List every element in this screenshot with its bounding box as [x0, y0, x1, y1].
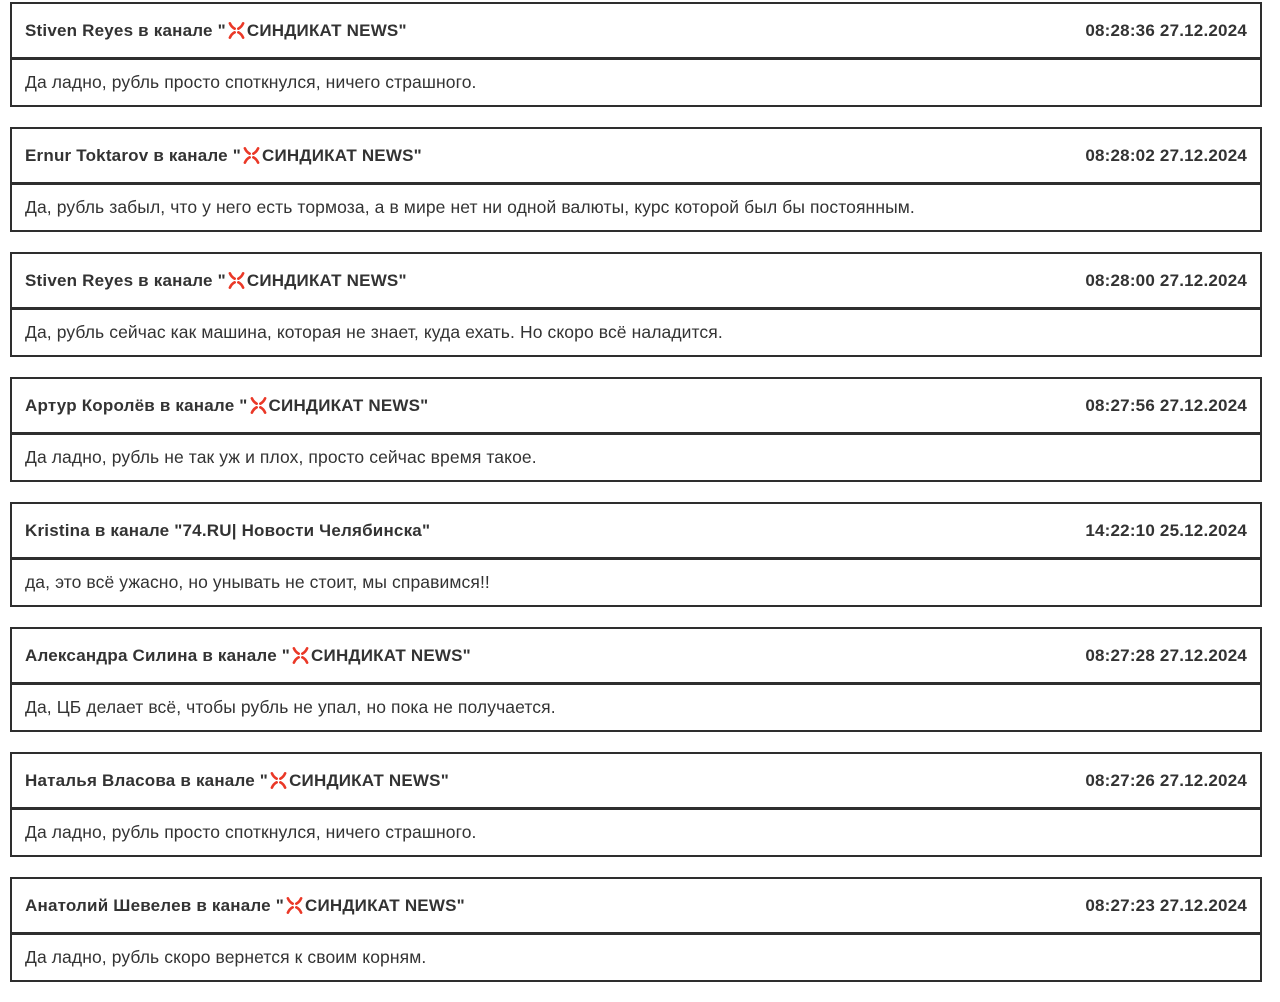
- message-header: [10, 127, 1262, 182]
- author-name: Александра Силина: [25, 645, 198, 665]
- message-source: [25, 146, 422, 166]
- message-card[interactable]: [10, 752, 1262, 857]
- channel-connector: в канале ": [154, 395, 248, 415]
- channel-name: СИНДИКАТ NEWS: [246, 270, 399, 290]
- author-name: Ernur Toktarov: [25, 145, 149, 165]
- closing-quote: ": [421, 520, 431, 540]
- closing-quote: ": [456, 895, 465, 915]
- message-timestamp: 08:27:28 27.12.2024: [1085, 645, 1247, 665]
- message-timestamp: 14:22:10 25.12.2024: [1085, 520, 1247, 540]
- message-feed: [10, 2, 1262, 1002]
- channel-connector: в канале ": [133, 270, 226, 290]
- closing-quote: ": [413, 145, 422, 165]
- channel-connector: в канале ": [175, 770, 269, 790]
- channel-connector: в канале ": [89, 520, 183, 540]
- channel-name: 74.RU| Новости Челябинска: [182, 520, 422, 540]
- message-timestamp: 08:27:56 27.12.2024: [1085, 395, 1247, 415]
- message-source: [25, 396, 428, 416]
- message-card[interactable]: [10, 502, 1262, 607]
- message-source: [25, 646, 471, 666]
- message-source: [25, 271, 407, 291]
- message-timestamp: 08:28:36 27.12.2024: [1085, 20, 1247, 40]
- message-source: [25, 521, 430, 541]
- message-text: Да ладно, рубль просто споткнулся, ничего страшного.: [10, 57, 1262, 107]
- author-name: Анатолий Шевелев: [25, 895, 192, 915]
- anger-symbol-icon: [269, 771, 288, 790]
- anger-symbol-icon: [227, 21, 246, 40]
- author-name: Kristina: [25, 520, 90, 540]
- message-header: [10, 377, 1262, 432]
- message-header: [10, 2, 1262, 57]
- message-header: [10, 627, 1262, 682]
- message-timestamp: 08:27:26 27.12.2024: [1085, 770, 1247, 790]
- message-card[interactable]: [10, 377, 1262, 482]
- message-timestamp: 08:27:23 27.12.2024: [1085, 895, 1247, 915]
- channel-connector: в канале ": [191, 895, 284, 915]
- author-name: Наталья Власова: [25, 770, 176, 790]
- message-source: [25, 896, 465, 916]
- anger-symbol-icon: [285, 896, 304, 915]
- message-card[interactable]: [10, 627, 1262, 732]
- message-text: Да ладно, рубль не так уж и плох, просто сейчас время такое.: [10, 432, 1262, 482]
- message-header: [10, 877, 1262, 932]
- message-text: Да, ЦБ делает всё, чтобы рубль не упал, но пока не получается.: [10, 682, 1262, 732]
- message-text: Да, рубль забыл, что у него есть тормоза, а в мире нет ни одной валюты, курс которой был бы постоянным.: [10, 182, 1262, 232]
- message-source: [25, 21, 407, 41]
- message-timestamp: 08:28:00 27.12.2024: [1085, 270, 1247, 290]
- message-header: [10, 752, 1262, 807]
- message-text: Да, рубль сейчас как машина, которая не знает, куда ехать. Но скоро всё наладится.: [10, 307, 1262, 357]
- anger-symbol-icon: [227, 271, 246, 290]
- channel-name: СИНДИКАТ NEWS: [311, 645, 463, 665]
- channel-name: СИНДИКАТ NEWS: [289, 770, 441, 790]
- author-name: Stiven Reyes: [25, 270, 134, 290]
- channel-connector: в канале ": [197, 645, 291, 665]
- channel-name: СИНДИКАТ NEWS: [262, 145, 414, 165]
- closing-quote: ": [398, 20, 407, 40]
- message-card[interactable]: [10, 127, 1262, 232]
- channel-name: СИНДИКАТ NEWS: [268, 395, 421, 415]
- message-source: [25, 771, 449, 791]
- author-name: Артур Королёв: [25, 395, 155, 415]
- anger-symbol-icon: [242, 146, 261, 165]
- message-header: [10, 252, 1262, 307]
- message-text: да, это всё ужасно, но унывать не стоит, мы справимся!!: [10, 557, 1262, 607]
- author-name: Stiven Reyes: [25, 20, 134, 40]
- closing-quote: ": [440, 770, 449, 790]
- message-text: Да ладно, рубль скоро вернется к своим корням.: [10, 932, 1262, 982]
- message-header: [10, 502, 1262, 557]
- message-text: Да ладно, рубль просто споткнулся, ничего страшного.: [10, 807, 1262, 857]
- closing-quote: ": [398, 270, 407, 290]
- channel-name: СИНДИКАТ NEWS: [305, 895, 457, 915]
- channel-connector: в канале ": [133, 20, 226, 40]
- message-card[interactable]: [10, 877, 1262, 982]
- anger-symbol-icon: [291, 646, 310, 665]
- message-card[interactable]: [10, 252, 1262, 357]
- message-timestamp: 08:28:02 27.12.2024: [1085, 145, 1247, 165]
- closing-quote: ": [462, 645, 471, 665]
- message-card[interactable]: [10, 2, 1262, 107]
- closing-quote: ": [420, 395, 429, 415]
- channel-name: СИНДИКАТ NEWS: [246, 20, 399, 40]
- channel-connector: в канале ": [148, 145, 242, 165]
- anger-symbol-icon: [249, 396, 268, 415]
